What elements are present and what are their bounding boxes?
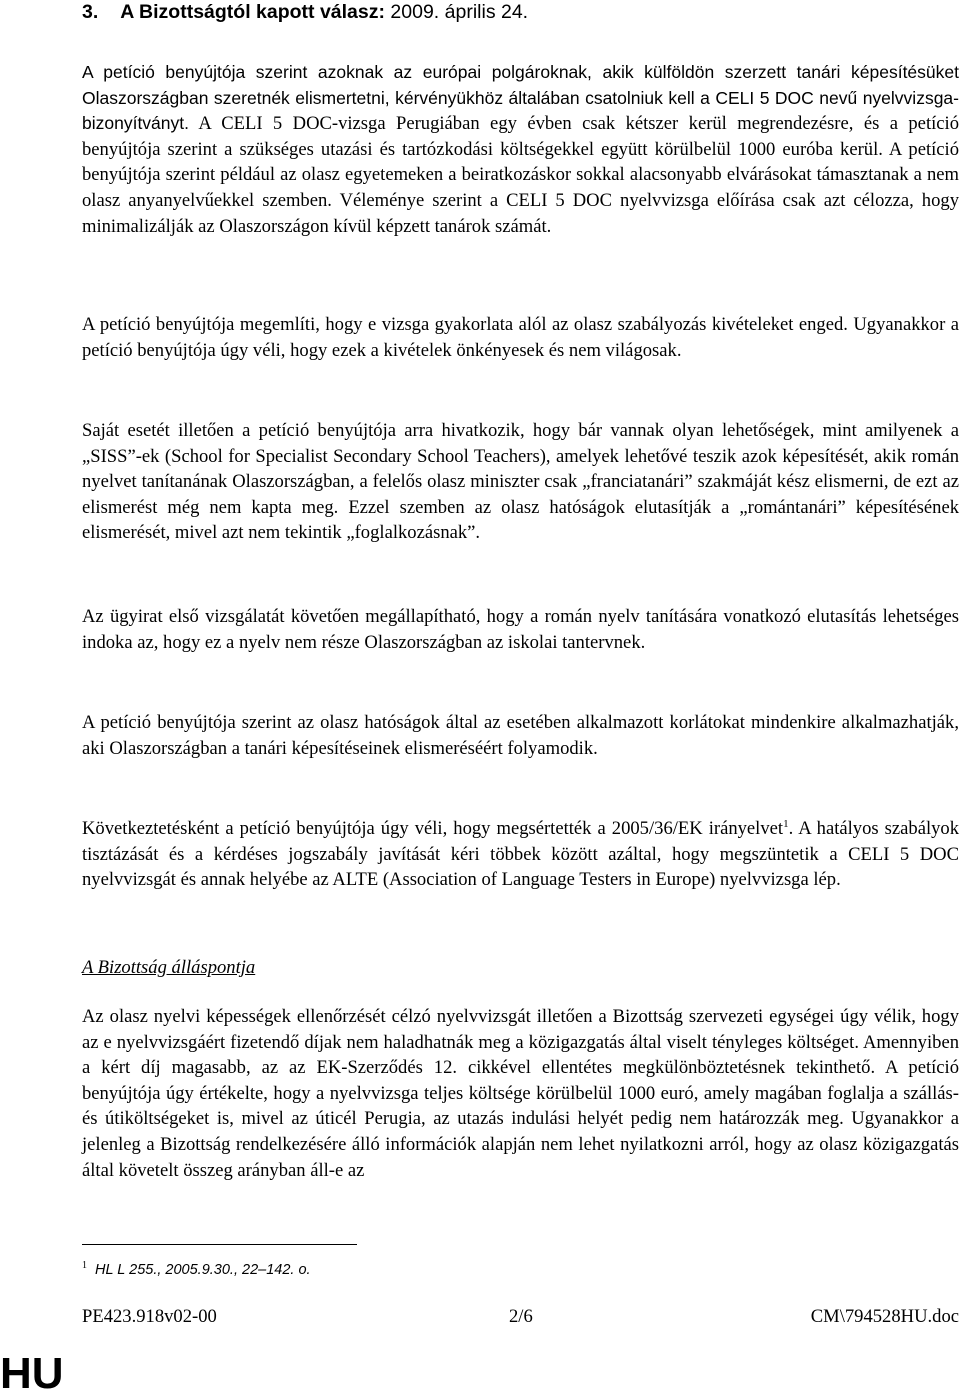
paragraph-4-text: Az ügyirat első vizsgálatát követően megállapítható, hogy a román nyelv tanítására vonatkozó elutasítás lehetséges indoka az, hogy ez a nyelv nem része Olaszországban az iskolai tantervnek. xyxy=(82,606,959,653)
paragraph-2-text: A petíció benyújtója megemlíti, hogy e vizsga gyakorlata alól az olasz szabályozás kivételeket enged. Ugyanakkor a petíció benyújtója úgy véli, hogy ezek a kivételek önkényesek és nem világosak. xyxy=(82,314,959,361)
section-heading xyxy=(82,0,528,24)
paragraph-7 xyxy=(82,1004,959,1183)
paragraph-1-body: A CELI 5 DOC-vizsga Perugiában egy évben csak kétszer kerül megrendezésre, és a petíció benyújtója szerint a szükséges utazási és tartózkodási költségekkel együtt körülbelül 1000 euróba kerül. A petíció benyújtója szerint például az olasz egyetemeken a beiratkozáskor sokkal alacsonyabb elvárásokat támasztanak a nem olasz anyanyelvűekkel szemben. Véleménye szerint a CELI 5 DOC nyelvvizsga előírása csak azt célozza, hogy minimalizálják az Olaszországon kívül képzett tanárok számát. xyxy=(82,113,959,237)
footnote xyxy=(82,1256,311,1280)
paragraph-5 xyxy=(82,710,959,761)
paragraph-1-intro: A petíció benyújtója szerint azoknak az európai polgároknak, akik külföldön szerzett tanári képesítésüket Olaszországban szeretnék elismertetni, kérvényükhöz általában csatolniuk kell a CELI 5 DOC nevű nyelvvizsga-bizonyítványt. xyxy=(82,62,959,134)
footnote-reference[interactable]: 1 xyxy=(783,817,789,830)
footer-page-number: 2/6 xyxy=(509,1306,533,1327)
paragraph-2 xyxy=(82,312,959,363)
paragraph-4 xyxy=(82,604,959,655)
footnote-text: HL L 255., 2005.9.30., 22–142. o. xyxy=(95,1262,311,1278)
paragraph-6 xyxy=(82,816,959,893)
section-title: A Bizottságtól kapott válasz: xyxy=(120,1,385,23)
paragraph-5-text: A petíció benyújtója szerint az olasz hatóságok által az esetében alkalmazott korlátokat mindenkire alkalmazhatják, aki Olaszországban a tanári képesítéseinek elismeréséért folyamodik. xyxy=(82,712,959,759)
section-number: 3. xyxy=(82,1,99,23)
footnote-mark: 1 xyxy=(82,1260,87,1271)
footer-file-name: CM\794528HU.doc xyxy=(810,1306,959,1327)
paragraph-6-start: Következtetésként a petíció benyújtója úgy véli, hogy megsértették a 2005/36/EK irányelvet xyxy=(82,818,784,839)
paragraph-3-text: Saját esetét illetően a petíció benyújtója arra hivatkozik, hogy bár vannak olyan lehetőségek, mint amilyenek a „SISS”-ek (School for Specialist Secondary School Teachers), amelyek lehetővé teszik azok képesítését, akik román nyelvet tanítanának Olaszországban, a felelős olasz miniszter csak „franciatanári” szakmáját kész elismerni, de ezt az elismerést még nem kapta meg. Ezzel szemben az olasz hatóságok elutasítják a „romántanári” képesítésének elismerését, mivel azt nem tekintik „foglalkozásnak”. xyxy=(82,420,959,544)
section-date: 2009. április 24. xyxy=(385,1,529,23)
paragraph-1 xyxy=(82,60,959,239)
paragraph-7-text: Az olasz nyelvi képességek ellenőrzését célzó nyelvvizsgát illetően a Bizottság szervezeti egységei úgy vélik, hogy az e nyelvvizsgáért fizetendő díjak nem haladhatnák meg a közigazgatás által viselt tényleges költséget. Amennyiben a kért díj magasabb, az az EK-Szerződés 12. cikkével ellentétes megkülönböztetésnek tekinthető. A petíció benyújtója úgy értékelte, hogy a nyelvvizsga teljes költsége körülbelül 1000 euró, amely magában foglalja a szállás- és útiköltségeket is, mivel az úticél Perugia, az utazás indulási helyét pedig nem határozzák meg. Ugyanakkor a jelenleg a Bizottság rendelkezésére álló információk alapján nem lehet nyilatkozni arról, hogy az olasz közigazgatás által követelt összeg arányban áll-e az xyxy=(82,1006,959,1181)
paragraph-3 xyxy=(82,418,959,546)
page-footer xyxy=(82,1304,959,1330)
paragraph-6-end: . A hatályos szabályok tisztázását és a kérdéses jogszabály javítását kéri többek között azáltal, hogy megszüntetik a CELI 5 DOC nyelvvizsgát és annak helyébe az ALTE (Association of Language Testers in Europe) nyelvvizsga lép. xyxy=(82,818,960,891)
footnote-separator xyxy=(82,1244,357,1245)
footer-document-ref: PE423.918v02-00 xyxy=(82,1306,217,1327)
commission-position-heading: A Bizottság álláspontja xyxy=(82,957,256,978)
language-code: HU xyxy=(0,1349,64,1398)
